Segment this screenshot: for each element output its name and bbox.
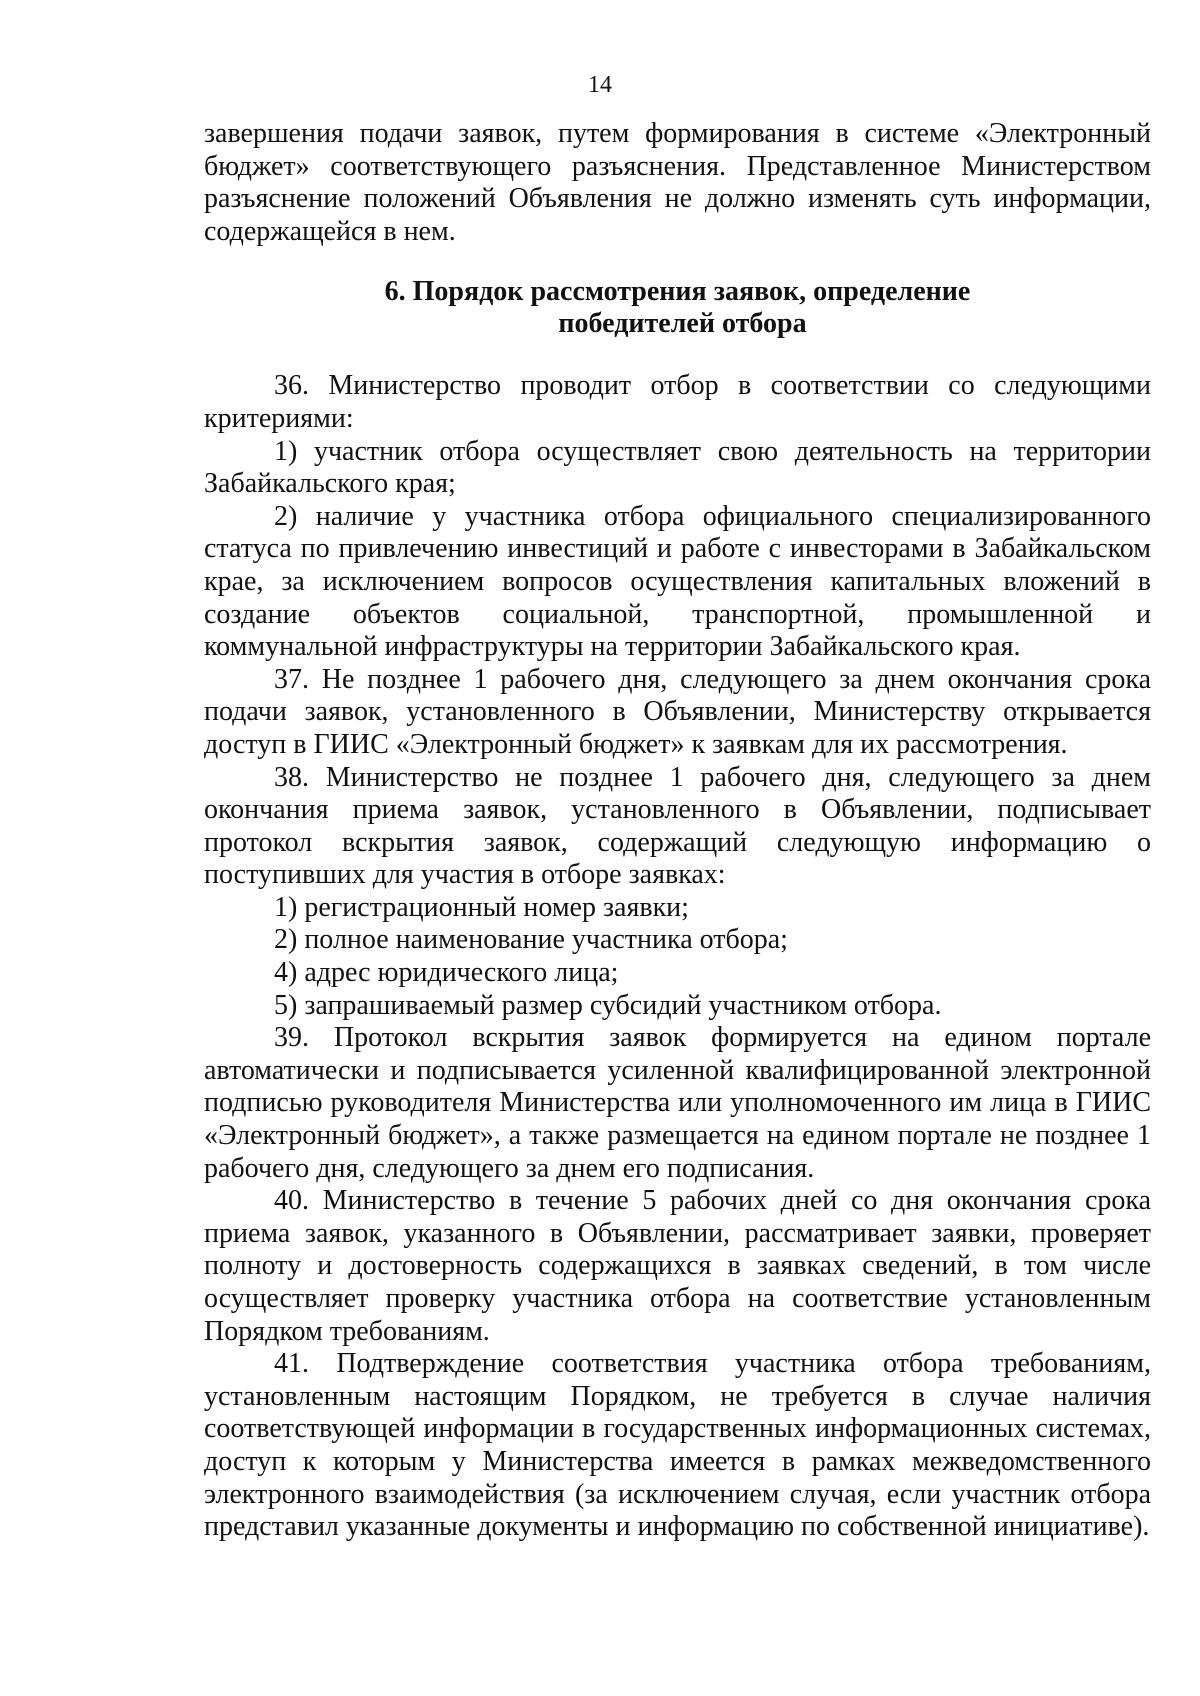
- paragraph-41: 41. Подтверждение соответствия участника отбора требованиям, установленным настоящим Порядком, не требуется в случае наличия соответствующей информации в государственных информационных системах, доступ к которым у Министерства имеется в рамках межведомственного электронного взаимодействия (за исключением случая, если участник отбора представил указанные документы и информацию по собственной инициативе).: [204, 1348, 1151, 1543]
- protocol-item-2: 2) полное наименование участника отбора;: [274, 924, 788, 956]
- protocol-item-1: 1) регистрационный номер заявки;: [274, 891, 689, 923]
- criterion-1: 1) участник отбора осуществляет свою деятельность на территории Забайкальского края;: [204, 435, 1151, 500]
- paragraph-36: 36. Министерство проводит отбор в соответствии со следующими критериями:: [204, 370, 1151, 434]
- paragraph-40: 40. Министерство в течение 5 рабочих дней со дня окончания срока приема заявок, указанного в Объявлении, рассматривает заявки, проверяет полноту и достоверность содержащихся в заявках сведений, в том числе осуществляет проверку участника отбора на соответствие установленным Порядком требованиям.: [204, 1185, 1151, 1347]
- paragraph-39: 39. Протокол вскрытия заявок формируется на едином портале автоматически и подписывается усиленной квалифицированной электронной подписью руководителя Министерства или уполномоченного им лица в ГИИС «Электронный бюджет», а также размещается на едином портале не позднее 1 рабочего дня, следующего за днем его подписания.: [204, 1022, 1151, 1184]
- protocol-item-4: 4) адрес юридического лица;: [274, 957, 619, 989]
- intro-paragraph: завершения подачи заявок, путем формирования в системе «Электронный бюджет» соответствующего разъяснения. Представленное Министерством разъяснение положений Объявления не должно изменять суть информации, содержащейся в нем.: [204, 118, 1151, 247]
- section-heading: [204, 276, 1151, 340]
- criterion-2: 2) наличие у участника отбора официального специализированного статуса по привлечению инвестиций и работе с инвесторами в Забайкальском крае, за исключением вопросов осуществления капитальных вложений в создание объектов социальной, транспортной, промышленной и коммунальной инфраструктуры на территории Забайкальского края.: [204, 500, 1151, 663]
- protocol-item-5: 5) запрашиваемый размер субсидий участником отбора.: [274, 989, 942, 1021]
- page-number: 14: [588, 72, 612, 98]
- paragraph-38: 38. Министерство не позднее 1 рабочего дня, следующего за днем окончания приема заявок, установленного в Объявлении, подписывает протокол вскрытия заявок, содержащий следующую информацию о поступивших для участия в отборе заявках:: [204, 761, 1151, 891]
- paragraph-37: 37. Не позднее 1 рабочего дня, следующего за днем окончания срока подачи заявок, установленного в Объявлении, Министерству открывается доступ в ГИИС «Электронный бюджет» к заявкам для их рассмотрения.: [204, 663, 1151, 760]
- section-heading-line-1: 6. Порядок рассмотрения заявок, определение: [384, 276, 971, 308]
- document-body: [204, 118, 1151, 1544]
- section-heading-line-2: победителей отбора: [558, 308, 807, 340]
